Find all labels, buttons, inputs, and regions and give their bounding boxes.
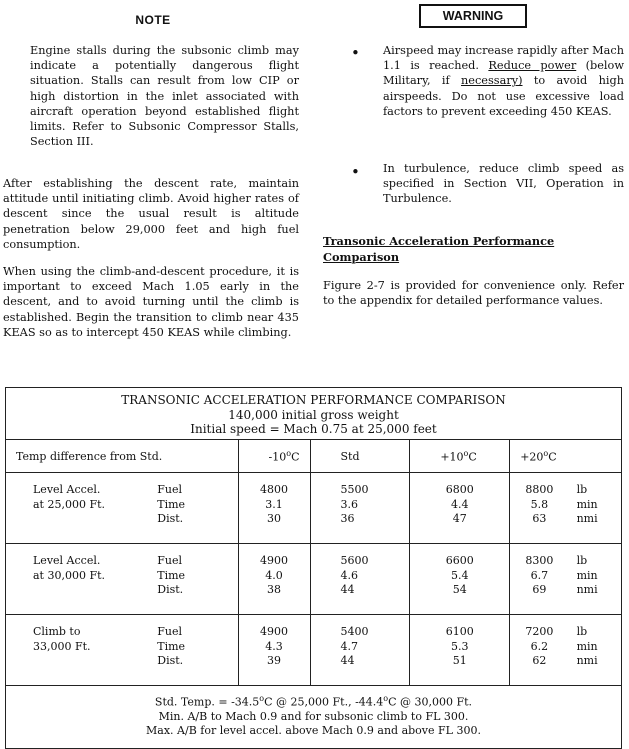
climb-descent-paragraph: When using the climb-and-descent procedure, it is important to exceed Mach 1.05 early in the descent, and to avoid turning until the climb is established. Begin the transition to climb near 435 KEAS so as to intercept 450 KEAS while climbing. xyxy=(3,265,299,339)
section-heading: Transonic Acceleration Performance Comparison xyxy=(323,234,555,264)
table-row: Level Accel. at 30,000 Ft. Fuel Time Dist. 4900 4.0 38 5600 4.6 44 6600 5.4 54 8300 6.7 69 lb min nmi xyxy=(6,544,622,615)
table-header-row xyxy=(6,440,622,473)
header-plus20: $+20^oC$ xyxy=(510,440,622,473)
warning-bullet-2: In turbulence, reduce climb speed as specified in Section VII, Operation in Turbulence. xyxy=(383,162,624,206)
header-plus10: $+10^oC$ xyxy=(410,440,510,473)
note-text: Engine stalls during the subsonic climb may indicate a potentially dangerous flight situation. Stalls can result from low CIP or high distortion in the inlet associated with aircraft operation beyond established flight limits. Refer to Subsonic Compressor Stalls, Section III. xyxy=(30,44,299,149)
reduce-power-text: Reduce power xyxy=(488,59,577,73)
note-title: NOTE xyxy=(135,13,171,27)
warning-bullet-1: Airspeed may increase rapidly after Mach 1.1 is reached. Reduce power (below Military, if necessary) to avoid high airspeeds. Do not use excessive load factors to prevent exceeding 450 KEAS. xyxy=(383,44,625,118)
header-minus10: -10$^o$C xyxy=(238,440,310,473)
table-row: Climb to 33,000 Ft. Fuel Time Dist. 4900 4.3 39 5400 4.7 44 6100 5.3 51 7200 6.2 62 lb min nmi xyxy=(6,615,622,686)
header-label: Temp difference from Std. xyxy=(6,440,239,473)
bullet-icon: • xyxy=(351,44,360,62)
table-footer: Std. Temp. = $-34.5^oC$ @ 25,000 Ft., -44.4$^o$C @ 30,000 Ft. Min. A/B to Mach 0.9 and for subsonic climb to FL 300. Max. A/B for level accel. above Mach 0.9 and above FL 300. xyxy=(6,686,622,749)
bullet-icon: • xyxy=(351,163,360,181)
descent-paragraph: After establishing the descent rate, maintain attitude until initiating climb. Avoid higher rates of descent since the usual result is altitude penetration below 29,000 feet and high fuel consumption. xyxy=(3,177,299,251)
table-title: TRANSONIC ACCELERATION PERFORMANCE COMPARISON 140,000 initial gross weight Initial speed = Mach 0.75 at 25,000 feet xyxy=(6,388,622,440)
warning-title: WARNING xyxy=(419,4,527,28)
table-row: Level Accel. at 25,000 Ft. Fuel Time Dist. 4800 3.1 30 5500 3.6 36 6800 4.4 47 8800 5.8 63 lb min nmi xyxy=(6,473,622,544)
header-std: Std xyxy=(310,440,410,473)
section-text: Figure 2-7 is provided for convenience only. Refer to the appendix for detailed performance values. xyxy=(323,279,624,308)
performance-table xyxy=(5,387,622,749)
